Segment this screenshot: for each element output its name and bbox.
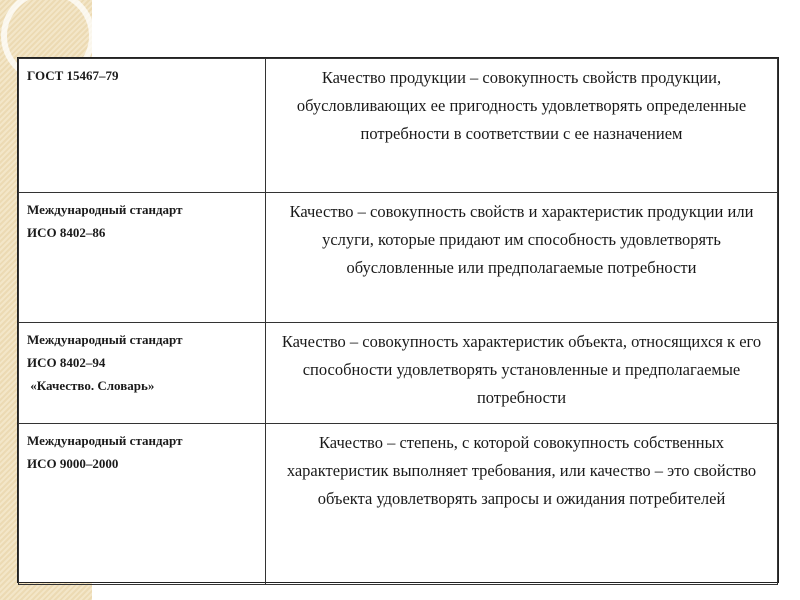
quality-definition-cell: Качество – совокупность характеристик объекта, относящихся к его способности удовлетворять установленные и предполагаемые потребности bbox=[266, 323, 778, 424]
table-row bbox=[19, 59, 778, 193]
standard-name-line: Международный стандарт bbox=[27, 332, 183, 347]
standard-name-line: «Качество. Словарь» bbox=[27, 378, 155, 393]
quality-definition-cell: Качество – степень, с которой совокупность собственных характеристик выполняет требования, или качество – это свойство объекта удовлетворять запросы и ожидания потребителей bbox=[266, 424, 778, 585]
standard-name-line: ГОСТ 15467–79 bbox=[27, 68, 119, 83]
standard-name-cell bbox=[19, 323, 266, 424]
standard-name-line: ИСО 8402–86 bbox=[27, 225, 106, 240]
definitions-table bbox=[18, 58, 778, 585]
standard-name-line: Международный стандарт bbox=[27, 433, 183, 448]
standard-name-cell bbox=[19, 424, 266, 585]
table-row bbox=[19, 193, 778, 323]
standard-name-line: Международный стандарт bbox=[27, 202, 183, 217]
standard-name-cell bbox=[19, 193, 266, 323]
standards-table bbox=[17, 57, 779, 583]
table-row bbox=[19, 323, 778, 424]
quality-definition-cell: Качество – совокупность свойств и характеристик продукции или услуги, которые придают им способность удовлетворять обусловленные или предполагаемые потребности bbox=[266, 193, 778, 323]
standard-name-line: ИСО 8402–94 bbox=[27, 355, 106, 370]
table-row bbox=[19, 424, 778, 585]
standard-name-cell bbox=[19, 59, 266, 193]
standard-name-line: ИСО 9000–2000 bbox=[27, 456, 119, 471]
quality-definition-cell: Качество продукции – совокупность свойств продукции, обусловливающих ее пригодность удовлетворять определенные потребности в соответствии с ее назначением bbox=[266, 59, 778, 193]
